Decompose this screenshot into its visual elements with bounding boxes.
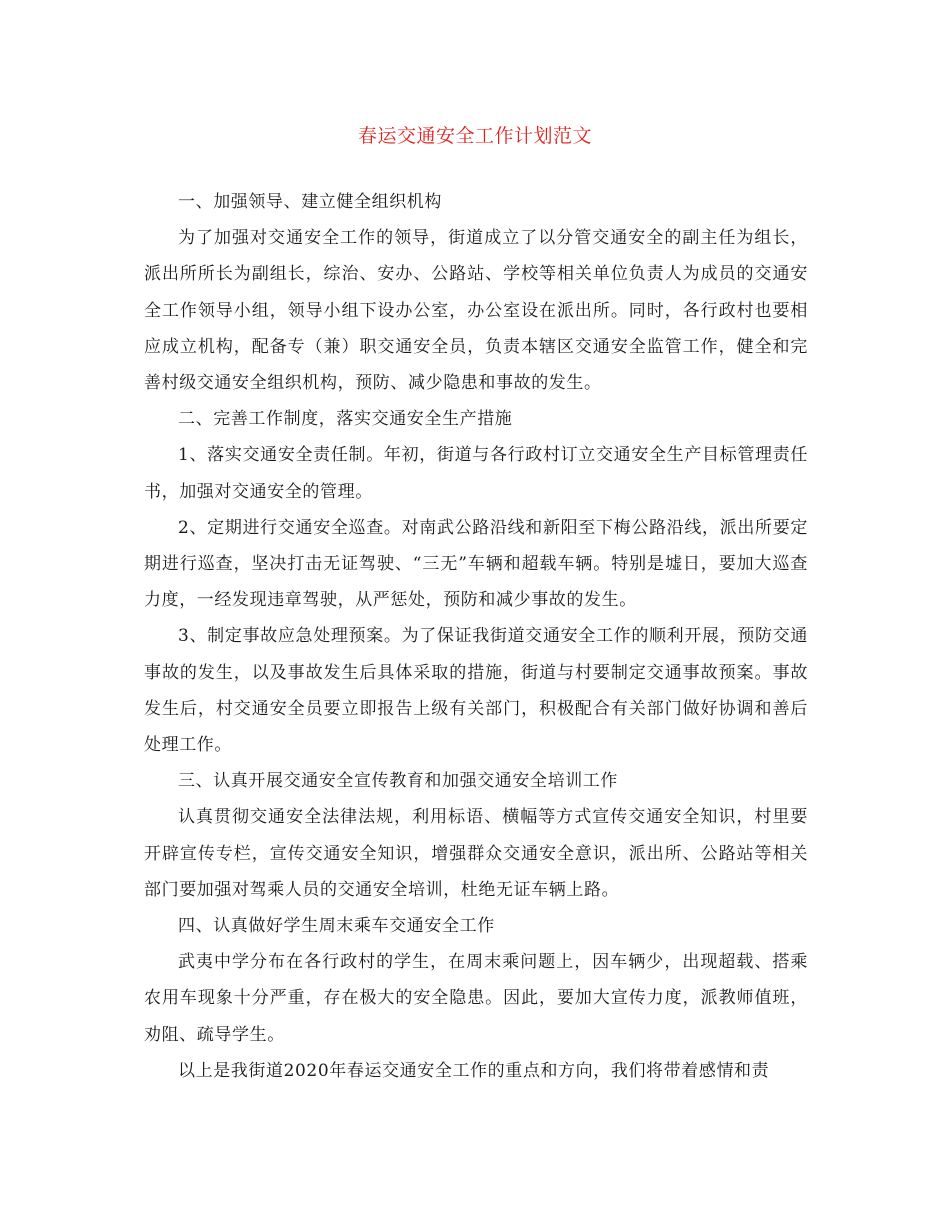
paragraph-conclusion: 以上是我街道2020年春运交通安全工作的重点和方向，我们将带着感情和责: [178, 1060, 770, 1081]
paragraph-inspection: 2、定期进行交通安全巡查。对南武公路沿线和新阳至下梅公路沿线，派出所要定期进行巡查，坚决打击无证驾驶、“三无”车辆和超载车辆。特别是墟日，要加大巡查力度，一经发现违章驾驶，从严惩处，预防和减少事故的发生。: [144, 517, 808, 611]
paragraph-responsibility: 1、落实交通安全责任制。年初，街道与各行政村订立交通安全生产目标管理责任书，加强对交通安全的管理。: [144, 445, 808, 502]
paragraph-students: 武夷中学分布在各行政村的学生，在周末乘问题上，因车辆少，出现超载、搭乘农用车现象十分严重，存在极大的安全隐患。因此，要加大宣传力度，派教师值班，劝阻、疏导学生。: [144, 952, 808, 1045]
paragraph-publicity: 认真贯彻交通安全法律法规，利用标语、横幅等方式宣传交通安全知识，村里要开辟宣传专栏，宣传交通安全知识，增强群众交通安全意识，派出所、公路站等相关部门要加强对驾乘人员的交通安全培训，杜绝无证车辆上路。: [144, 807, 808, 900]
section-heading-2: 二、完善工作制度，落实交通安全生产措施: [178, 409, 513, 430]
paragraph-organization: 为了加强对交通安全工作的领导，街道成立了以分管交通安全的副主任为组长，派出所所长为副组长，综治、安办、公路站、学校等相关单位负责人为成员的交通安全工作领导小组，领导小组下设办公室，办公室设在派出所。同时，各行政村也要相应成立机构，配备专（兼）职交通安全员，负责本辖区交通安全监管工作，健全和完善村级交通安全组织机构，预防、减少隐患和事故的发生。: [144, 228, 808, 394]
document-title: 春运交通安全工作计划范文: [357, 125, 592, 147]
section-heading-3: 三、认真开展交通安全宣传教育和加强交通安全培训工作: [178, 771, 618, 792]
paragraph-emergency-plan: 3、制定事故应急处理预案。为了保证我街道交通安全工作的顺利开展，预防交通事故的发生，以及事故发生后具体采取的措施，街道与村要制定交通事故预案。事故发生后，村交通安全员要立即报告上级有关部门，积极配合有关部门做好协调和善后处理工作。: [144, 626, 808, 756]
section-heading-1: 一、加强领导、建立健全组织机构: [178, 192, 442, 212]
document-body: [144, 184, 808, 1089]
section-heading-4: 四、认真做好学生周末乘车交通安全工作: [178, 916, 495, 937]
